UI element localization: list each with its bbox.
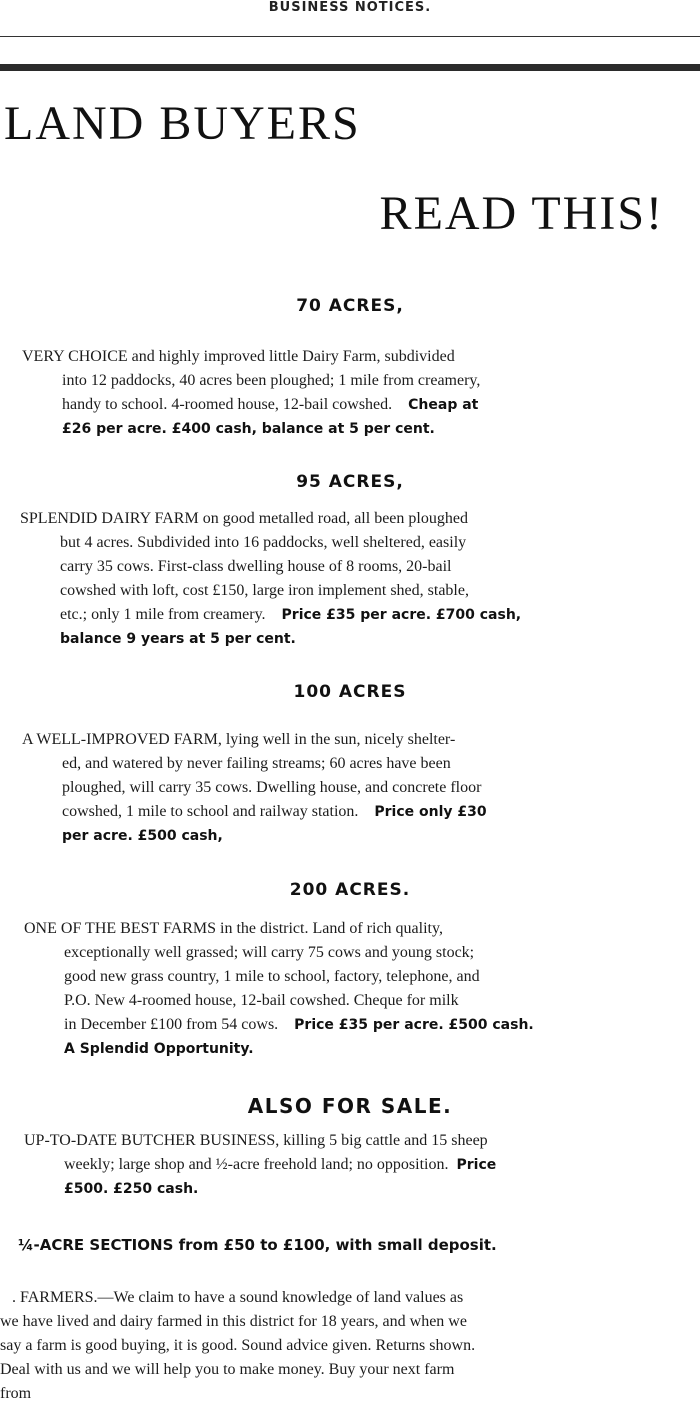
listing-100-acres-body bbox=[22, 728, 680, 848]
text-line: we have lived and dairy farmed in this district for 18 years, and when we bbox=[0, 1313, 467, 1330]
text-line: P.O. New 4-roomed house, 12-bail cowshed. Cheque for milk bbox=[64, 992, 459, 1009]
text-line: in December £100 from 54 cows. Price £35 per acre. £500 cash. bbox=[64, 1016, 534, 1033]
text-line: exceptionally well grassed; will carry 75 cows and young stock; bbox=[64, 944, 475, 961]
text-line: UP-TO-DATE BUTCHER BUSINESS, killing 5 big cattle and 15 sheep bbox=[24, 1132, 488, 1149]
price-text: Price £35 per acre. £500 cash. bbox=[294, 1017, 534, 1033]
text-line: ed, and watered by never failing streams; 60 acres have been bbox=[62, 755, 451, 772]
text-line: A WELL-IMPROVED FARM, lying well in the sun, nicely shelter- bbox=[22, 731, 456, 748]
listing-heading-100-acres: 100 ACRES bbox=[293, 682, 407, 702]
section-header: BUSINESS NOTICES. bbox=[268, 0, 432, 15]
text-line: ONE OF THE BEST FARMS in the district. Land of rich quality, bbox=[24, 920, 443, 937]
listing-70-acres-body bbox=[22, 345, 678, 441]
listing-heading-70-acres: 70 ACRES, bbox=[296, 296, 404, 316]
text-line: Deal with us and we will help you to make money. Buy your next farm bbox=[0, 1361, 455, 1378]
price-text: £500. £250 cash. bbox=[64, 1181, 199, 1197]
text-line: cowshed with loft, cost £150, large iron implement shed, stable, bbox=[60, 582, 469, 599]
listing-heading-95-acres: 95 ACRES, bbox=[296, 472, 404, 492]
price-text: balance 9 years at 5 per cent. bbox=[60, 631, 296, 647]
price-text: A Splendid Opportunity. bbox=[64, 1041, 254, 1057]
price-text: Cheap at bbox=[408, 397, 479, 413]
listing-95-acres-body bbox=[20, 507, 680, 651]
text-line bbox=[24, 1037, 680, 1061]
text-line bbox=[22, 417, 678, 441]
text-line: etc.; only 1 mile from creamery. Price £35 per acre. £700 cash, bbox=[60, 606, 522, 623]
listing-200-acres-body bbox=[24, 917, 680, 1061]
price-text: Price only £30 bbox=[374, 804, 487, 820]
text-line: carry 35 cows. First-class dwelling house of 8 rooms, 20-bail bbox=[60, 558, 452, 575]
farmers-notice bbox=[0, 1286, 700, 1406]
text-line: but 4 acres. Subdivided into 16 paddocks, well sheltered, easily bbox=[60, 534, 467, 551]
text-line: from bbox=[0, 1385, 32, 1402]
headline-land-buyers: LAND BUYERS bbox=[4, 97, 361, 150]
text-line: handy to school. 4-roomed house, 12-bail cowshed. Cheap at bbox=[62, 396, 479, 413]
headline-read-this: READ THIS! bbox=[379, 187, 664, 240]
text-line: into 12 paddocks, 40 acres been ploughed; 1 mile from creamery, bbox=[62, 372, 481, 389]
also-for-sale-heading: ALSO FOR SALE. bbox=[247, 1094, 453, 1118]
text-line: cowshed, 1 mile to school and railway station. Price only £30 bbox=[62, 803, 487, 820]
text-line: ploughed, will carry 35 cows. Dwelling house, and concrete floor bbox=[62, 779, 482, 796]
text-line bbox=[22, 824, 680, 848]
text-line bbox=[24, 1177, 680, 1201]
text-line: . FARMERS.—We claim to have a sound knowledge of land values as bbox=[12, 1289, 464, 1306]
text-line: weekly; large shop and ½-acre freehold land; no opposition. Price bbox=[64, 1156, 497, 1173]
price-text: Price £35 per acre. £700 cash, bbox=[281, 607, 522, 623]
text-line: VERY CHOICE and highly improved little Dairy Farm, subdivided bbox=[22, 348, 455, 365]
ad-border-rule bbox=[0, 64, 700, 71]
price-text: Price bbox=[456, 1157, 497, 1173]
price-text: per acre. £500 cash, bbox=[62, 828, 223, 844]
quarter-acre-sections-notice: ¼-ACRE SECTIONS from £50 to £100, with small deposit. bbox=[18, 1236, 497, 1254]
butcher-business-body bbox=[24, 1129, 680, 1201]
text-line: SPLENDID DAIRY FARM on good metalled road, all been ploughed bbox=[20, 510, 468, 527]
listing-heading-200-acres: 200 ACRES. bbox=[289, 880, 411, 900]
price-text: £26 per acre. £400 cash, balance at 5 per cent. bbox=[62, 421, 435, 437]
header-rule bbox=[0, 36, 700, 37]
text-line: say a farm is good buying, it is good. Sound advice given. Returns shown. bbox=[0, 1337, 476, 1354]
text-line bbox=[20, 627, 680, 651]
text-line: good new grass country, 1 mile to school, factory, telephone, and bbox=[64, 968, 480, 985]
